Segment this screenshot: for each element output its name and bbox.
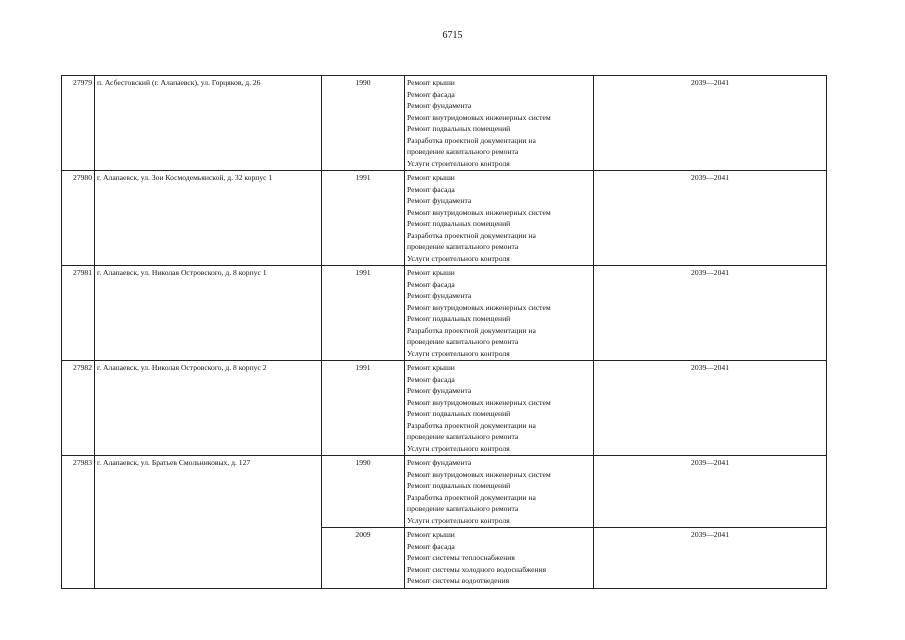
row-period: 2039—2041: [594, 456, 827, 528]
work-item: Ремонт внутридомовых инженерных систем: [407, 302, 551, 312]
work-item: Ремонт фасада: [407, 279, 455, 289]
work-item: Ремонт фундамента: [407, 386, 472, 395]
row-period: 2039—2041: [594, 528, 827, 589]
work-item: Ремонт подвальных помещений: [407, 409, 511, 418]
work-item: Ремонт системы теплоснабжения: [407, 553, 515, 562]
table-row: [62, 171, 827, 266]
work-item: Ремонт крыши: [407, 78, 455, 87]
work-item: Услуги строительного контроля: [407, 443, 510, 453]
row-year: 1990: [322, 76, 405, 171]
row-works: [405, 361, 594, 456]
work-item: Услуги строительного контроля: [407, 515, 510, 525]
work-item: Разработка проектной документации на: [407, 325, 536, 335]
table-row: [62, 456, 827, 528]
work-item: Разработка проектной документации на: [407, 135, 536, 145]
row-id: 27983: [62, 456, 95, 589]
work-item: Разработка проектной документации на: [407, 420, 536, 430]
row-address: г. Алапаевск, ул. Зои Космодемьянской, д. 32 корпус 1: [95, 171, 322, 266]
row-address: п. Асбестовский (г. Алапаевск), ул. Горцяков, д. 26: [95, 76, 322, 171]
table-row: [62, 361, 827, 456]
work-item: Ремонт фасада: [407, 374, 455, 384]
table-body: [62, 76, 827, 589]
work-item: Услуги строительного контроля: [407, 158, 510, 168]
row-address: г. Алапаевск, ул. Братьев Смольниковых, д. 127: [95, 456, 322, 589]
row-period: 2039—2041: [594, 171, 827, 266]
row-id: 27981: [62, 266, 95, 361]
work-item: Ремонт внутридомовых инженерных систем: [407, 469, 551, 479]
table-row: [62, 266, 827, 361]
row-address: г. Алапаевск, ул. Николая Островского, д. 8 корпус 1: [95, 266, 322, 361]
row-works: [405, 76, 594, 171]
work-item: проведение капитального ремонта: [407, 432, 519, 441]
work-item: Ремонт подвальных помещений: [407, 124, 511, 133]
row-year: 1991: [322, 171, 405, 266]
work-item: Ремонт подвальных помещений: [407, 314, 511, 323]
work-item: Услуги строительного контроля: [407, 253, 510, 263]
work-item: Ремонт крыши: [407, 530, 455, 539]
row-period: 2039—2041: [594, 76, 827, 171]
row-year: 1991: [322, 266, 405, 361]
work-item: Ремонт фундамента: [407, 196, 472, 205]
row-address: г. Алапаевск, ул. Николая Островского, д. 8 корпус 2: [95, 361, 322, 456]
row-period: 2039—2041: [594, 361, 827, 456]
row-works: [405, 528, 594, 589]
work-item: Ремонт фундамента: [407, 458, 472, 467]
work-item: Ремонт фасада: [407, 184, 455, 194]
work-item: Ремонт крыши: [407, 173, 455, 182]
work-item: проведение капитального ремонта: [407, 504, 519, 513]
work-item: Ремонт фундамента: [407, 101, 472, 110]
row-year: 2009: [322, 528, 405, 589]
work-item: Ремонт крыши: [407, 363, 455, 372]
row-period: 2039—2041: [594, 266, 827, 361]
work-item: Ремонт системы водоотведения: [407, 576, 510, 585]
work-item: Разработка проектной документации на: [407, 230, 536, 240]
row-id: 27980: [62, 171, 95, 266]
work-item: проведение капитального ремонта: [407, 337, 519, 346]
work-item: Ремонт подвальных помещений: [407, 219, 511, 228]
row-id: 27979: [62, 76, 95, 171]
row-works: [405, 456, 594, 528]
capital-repair-table: [61, 75, 827, 589]
work-item: Ремонт системы холодного водоснабжения: [407, 564, 547, 574]
row-year: 1991: [322, 361, 405, 456]
work-item: Ремонт фасада: [407, 541, 455, 551]
work-item: Ремонт внутридомовых инженерных систем: [407, 112, 551, 122]
work-item: Ремонт фасада: [407, 89, 455, 99]
work-item: Ремонт внутридомовых инженерных систем: [407, 207, 551, 217]
work-item: проведение капитального ремонта: [407, 242, 519, 251]
row-id: 27982: [62, 361, 95, 456]
work-item: Ремонт фундамента: [407, 291, 472, 300]
work-item: Услуги строительного контроля: [407, 348, 510, 358]
row-year: 1990: [322, 456, 405, 528]
row-works: [405, 266, 594, 361]
work-item: Ремонт подвальных помещений: [407, 481, 511, 490]
work-item: Ремонт крыши: [407, 268, 455, 277]
work-item: проведение капитального ремонта: [407, 147, 519, 156]
work-item: Ремонт внутридомовых инженерных систем: [407, 397, 551, 407]
work-item: Разработка проектной документации на: [407, 492, 536, 502]
row-works: [405, 171, 594, 266]
table-row: [62, 76, 827, 171]
page-number: 6715: [442, 30, 463, 41]
